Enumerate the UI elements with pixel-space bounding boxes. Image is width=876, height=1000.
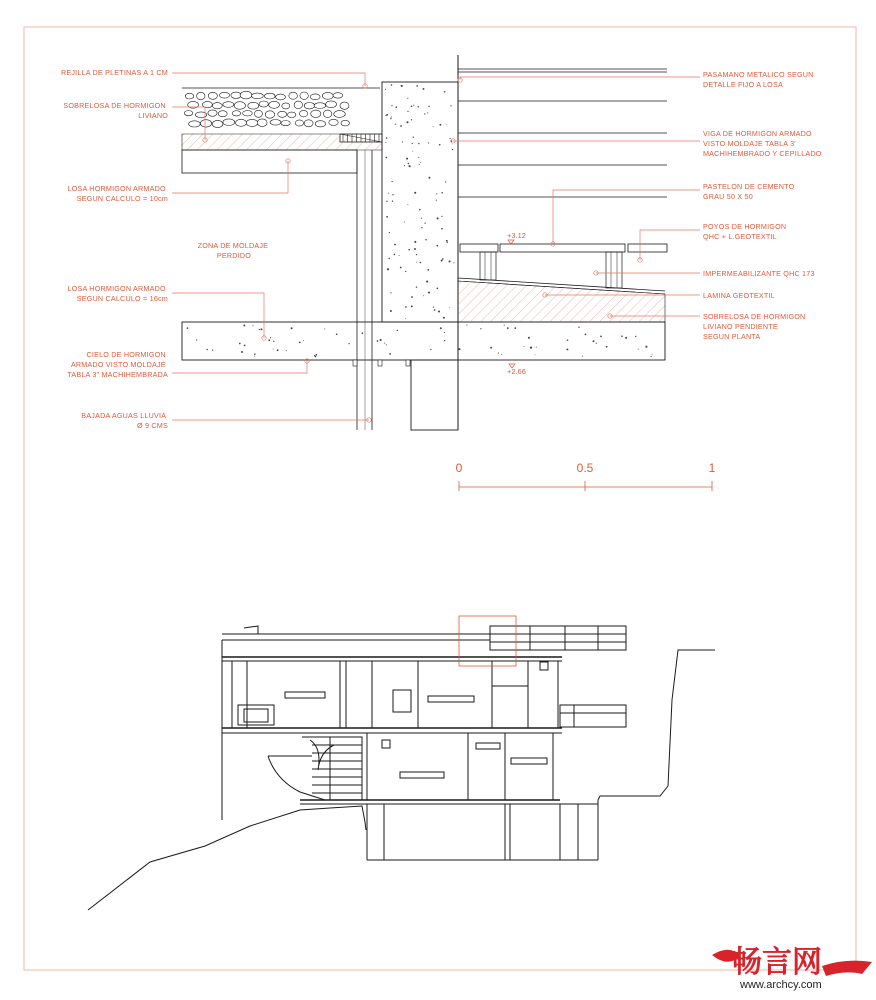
concrete-aggregate	[380, 339, 382, 341]
concrete-aggregate	[501, 354, 502, 355]
concrete-aggregate	[582, 356, 583, 357]
lower-column	[411, 360, 458, 430]
concrete-aggregate	[391, 181, 392, 182]
gravel-stone	[243, 111, 253, 116]
gravel-stone	[220, 92, 230, 98]
concrete-aggregate	[187, 327, 189, 329]
concrete-aggregate	[418, 157, 419, 158]
gravel-stone	[288, 112, 296, 117]
concrete-aggregate	[291, 327, 293, 329]
concrete-aggregate	[348, 343, 349, 344]
concrete-aggregate	[273, 349, 274, 350]
concrete-aggregate	[450, 105, 451, 106]
concrete-aggregate	[428, 142, 429, 143]
label-downpipe: BAJADA AGUAS LLUVIA Ø 9 CMS	[81, 411, 168, 430]
concrete-aggregate	[399, 255, 400, 256]
concrete-aggregate	[252, 325, 253, 326]
watermark-brand: 畅言网	[732, 945, 822, 980]
concrete-aggregate	[421, 218, 422, 219]
concrete-aggregate	[535, 354, 536, 355]
gravel-stone	[265, 111, 274, 118]
concrete-aggregate	[405, 271, 406, 272]
label-sloped-screed: SOBRELOSA DE HORMIGON LIVIANO PENDIENTE SEGUN PLANTA	[703, 312, 806, 341]
concrete-aggregate	[453, 262, 454, 263]
gravel-stone	[341, 120, 349, 126]
gravel-stone	[334, 111, 346, 118]
concrete-aggregate	[389, 354, 390, 355]
concrete-aggregate	[387, 268, 389, 270]
concrete-aggregate	[434, 309, 436, 311]
concrete-aggregate	[621, 335, 623, 337]
scale-tick-half: 0.5	[576, 461, 594, 475]
gravel-stone	[304, 120, 313, 127]
scale-tick-1: 1	[708, 461, 716, 475]
concrete-aggregate	[385, 115, 386, 116]
gravel-stone	[281, 121, 290, 126]
concrete-aggregate	[299, 342, 301, 344]
gravel-stone	[248, 102, 259, 109]
concrete-aggregate	[277, 349, 279, 351]
concrete-aggregate	[427, 112, 428, 113]
hill-right	[598, 650, 715, 800]
concrete-aggregate	[444, 340, 445, 341]
concrete-aggregate	[408, 249, 410, 251]
label-handrail: PASAMANO METALICO SEGUN DETALLE FIJO A LOSA	[703, 70, 814, 89]
concrete-aggregate	[416, 286, 417, 287]
concrete-aggregate	[428, 106, 429, 107]
label-light-screed: SOBRELOSA DE HORMIGON LIVIANO	[63, 101, 168, 120]
gravel-stone	[252, 93, 264, 99]
concrete-aggregate	[566, 348, 568, 350]
concrete-aggregate	[446, 124, 447, 125]
label-ceiling: CIELO DE HORMIGON ARMADO VISTO MOLDAJE TABLA 3" MACHIHEMBRADA	[67, 350, 168, 379]
concrete-aggregate	[504, 325, 505, 326]
concrete-aggregate	[270, 337, 271, 338]
concrete-aggregate	[419, 164, 420, 165]
gravel-stone	[276, 94, 286, 100]
concrete-aggregate	[239, 343, 241, 345]
concrete-aggregate	[390, 292, 391, 293]
concrete-aggregate	[416, 254, 417, 255]
concrete-aggregate	[444, 332, 445, 333]
concrete-aggregate	[428, 291, 430, 293]
cement-paving-slabs	[460, 244, 667, 252]
concrete-aggregate	[625, 337, 627, 339]
concrete-aggregate	[436, 245, 438, 247]
concrete-aggregate	[414, 248, 416, 250]
concrete-aggregate	[407, 111, 408, 112]
gravel-stone	[270, 120, 281, 126]
brand-flag-icon	[822, 961, 872, 976]
concrete-aggregate	[254, 356, 255, 357]
label-beam: VIGA DE HORMIGON ARMADO VISTO MOLDAJE TABLA 3' MACHIHEMBRADO Y CEPILLADO	[703, 129, 822, 158]
label-pedestals: POYOS DE HORMIGON QHC + L.GEOTEXTIL	[703, 222, 787, 241]
concrete-aggregate	[391, 116, 392, 117]
concrete-aggregate	[386, 216, 388, 218]
gravel-stone	[218, 111, 227, 117]
concrete-aggregate	[536, 347, 537, 348]
concrete-aggregate	[447, 242, 448, 243]
concrete-aggregate	[419, 209, 421, 211]
gravel-stone	[300, 92, 308, 99]
concrete-aggregate	[392, 194, 393, 195]
gravel-stone	[223, 119, 235, 126]
concrete-aggregate	[446, 240, 448, 242]
concrete-aggregate	[212, 350, 213, 351]
concrete-aggregate	[392, 201, 393, 202]
concrete-aggregate	[416, 85, 418, 87]
concrete-aggregate	[480, 328, 481, 329]
concrete-aggregate	[420, 162, 421, 163]
concrete-aggregate	[606, 346, 608, 348]
concrete-aggregate	[507, 327, 509, 329]
concrete-beam	[382, 82, 458, 322]
level-label-lower: +2.66	[507, 367, 526, 376]
concrete-aggregate	[402, 141, 403, 142]
concrete-aggregate	[404, 222, 405, 223]
concrete-aggregate	[414, 241, 416, 243]
concrete-aggregate	[411, 296, 413, 298]
concrete-aggregate	[466, 325, 467, 326]
gravel-stone	[257, 119, 267, 127]
light-concrete-screed	[182, 134, 382, 150]
concrete-aggregate	[395, 106, 397, 108]
concrete-aggregate	[421, 227, 422, 228]
concrete-aggregate	[433, 306, 434, 307]
concrete-aggregate	[400, 125, 402, 127]
concrete-aggregate	[316, 354, 318, 356]
concrete-aggregate	[315, 356, 316, 357]
label-waterproofing: IMPERMEABILIZANTE QHC 173	[703, 269, 815, 278]
gravel-stone	[326, 101, 337, 108]
watermark-logo	[712, 945, 872, 991]
concrete-aggregate	[394, 254, 396, 256]
gravel-stone	[333, 93, 343, 98]
sheet-border	[24, 27, 856, 970]
concrete-aggregate	[436, 287, 438, 289]
concrete-aggregate	[409, 165, 411, 167]
concrete-aggregate	[411, 305, 413, 307]
concrete-aggregate	[406, 158, 408, 160]
concrete-aggregate	[424, 222, 425, 223]
gravel-stone	[265, 93, 276, 99]
concrete-aggregate	[414, 192, 416, 194]
building-section	[88, 626, 715, 910]
concrete-aggregate	[441, 192, 443, 194]
concrete-aggregate	[428, 177, 430, 179]
concrete-aggregate	[645, 346, 647, 348]
concrete-aggregate	[241, 351, 243, 353]
concrete-aggregate	[442, 258, 444, 260]
concrete-aggregate	[408, 163, 410, 165]
gravel-stone	[240, 91, 252, 99]
gravel-stone	[223, 102, 234, 108]
gravel-stone	[197, 92, 205, 99]
concrete-aggregate	[416, 262, 417, 263]
concrete-aggregate	[395, 124, 396, 125]
concrete-aggregate	[413, 137, 414, 138]
gravel-stone	[300, 110, 308, 117]
label-geotextile: LAMINA GEOTEXTIL	[703, 291, 775, 300]
concrete-aggregate	[391, 105, 392, 106]
concrete-aggregate	[324, 329, 325, 330]
concrete-aggregate	[273, 341, 274, 342]
concrete-aggregate	[268, 339, 270, 341]
gravel-stone	[315, 121, 325, 127]
concrete-aggregate	[405, 318, 406, 319]
concrete-aggregate	[397, 330, 398, 331]
level-marker-lower	[507, 364, 526, 376]
concrete-aggregate	[436, 193, 437, 194]
concrete-aggregate	[490, 347, 492, 349]
concrete-aggregate	[286, 350, 287, 351]
concrete-aggregate	[388, 193, 389, 194]
label-grating: REJILLA DE PLETINAS A 1 CM	[60, 68, 168, 77]
gravel-stone	[278, 111, 287, 117]
label-slab-16cm: LOSA HORMIGON ARMADO SEGUN CALCULO = 16cm	[67, 284, 168, 303]
gravel-stone	[232, 111, 241, 116]
concrete-aggregate	[390, 310, 392, 312]
concrete-aggregate	[651, 356, 652, 357]
concrete-aggregate	[386, 344, 387, 345]
concrete-aggregate	[424, 113, 425, 114]
concrete-aggregate	[423, 88, 425, 90]
concrete-aggregate	[423, 295, 424, 296]
gravel-stone	[311, 110, 321, 117]
concrete-aggregate	[400, 267, 402, 269]
gravel-stone	[234, 102, 245, 110]
concrete-aggregate	[385, 142, 386, 143]
concrete-aggregate	[528, 337, 530, 339]
level-label-upper: +3.12	[507, 231, 526, 240]
concrete-aggregate	[438, 310, 440, 312]
gravel-stone	[200, 120, 211, 127]
label-slab-10cm: LOSA HORMIGON ARMADO SEGUN CALCULO = 10cm	[67, 184, 168, 203]
concrete-aggregate	[530, 347, 532, 349]
concrete-aggregate	[600, 336, 602, 338]
gravel-stone	[282, 103, 290, 109]
concrete-aggregate	[596, 343, 597, 344]
gravel-layer	[184, 91, 349, 127]
concrete-aggregate	[391, 84, 392, 85]
concrete-aggregate	[406, 121, 408, 123]
concrete-aggregate	[388, 258, 389, 259]
concrete-aggregate	[362, 332, 364, 334]
concrete-aggregate	[420, 262, 422, 264]
concrete-aggregate	[638, 349, 639, 350]
concrete-aggregate	[458, 348, 460, 350]
concrete-aggregate	[514, 327, 516, 329]
concrete-aggregate	[412, 143, 413, 144]
gravel-stone	[304, 103, 314, 109]
gravel-stone	[208, 92, 217, 99]
concrete-aggregate	[244, 345, 246, 347]
gravel-stone	[329, 119, 338, 125]
concrete-aggregate	[449, 260, 451, 262]
concrete-aggregate	[578, 327, 579, 328]
concrete-aggregate	[385, 157, 387, 159]
concrete-aggregate	[413, 105, 414, 106]
watermark-url: www.archcy.com	[740, 979, 822, 991]
concrete-aggregate	[196, 339, 197, 340]
concrete-aggregate	[407, 204, 408, 205]
metal-handrail	[458, 69, 667, 197]
concrete-aggregate	[441, 260, 443, 262]
concrete-aggregate	[389, 232, 390, 233]
concrete-aggregate	[425, 239, 426, 240]
concrete-aggregate	[444, 91, 446, 93]
concrete-aggregate	[449, 138, 450, 139]
concrete-aggregate	[498, 352, 499, 353]
concrete-aggregate	[433, 126, 434, 127]
concrete-aggregate	[652, 354, 653, 355]
concrete-aggregate	[243, 325, 245, 327]
concrete-aggregate	[407, 98, 408, 99]
gravel-stone	[310, 94, 320, 100]
gravel-stone	[269, 101, 280, 108]
concrete-aggregate	[449, 307, 450, 308]
concrete-aggregate	[445, 181, 446, 182]
label-paving: PASTELON DE CEMENTO GRAU 50 X 50	[703, 182, 795, 201]
concrete-aggregate	[401, 85, 403, 87]
concrete-aggregate	[441, 228, 443, 230]
concrete-aggregate	[440, 327, 442, 329]
concrete-aggregate	[377, 340, 379, 342]
concrete-aggregate	[386, 137, 388, 139]
gravel-stone	[185, 93, 193, 99]
concrete-aggregate	[405, 306, 407, 308]
concrete-aggregate	[567, 339, 569, 341]
concrete-aggregate	[390, 118, 391, 119]
concrete-aggregate	[418, 143, 419, 144]
concrete-aggregate	[635, 336, 636, 337]
concrete-aggregate	[384, 343, 385, 344]
label-lost-formwork: ZONA DE MOLDAJE PERDIDO	[197, 241, 269, 260]
concrete-aggregate	[452, 149, 453, 150]
concrete-aggregate	[303, 340, 304, 341]
concrete-pedestals	[480, 252, 622, 288]
concrete-aggregate	[206, 349, 208, 351]
concrete-aggregate	[443, 317, 445, 319]
concrete-aggregate	[336, 333, 338, 335]
concrete-aggregate	[439, 124, 441, 126]
concrete-aggregate	[585, 334, 587, 336]
concrete-aggregate	[523, 346, 524, 347]
concrete-aggregate	[437, 217, 439, 219]
concrete-aggregate	[417, 106, 419, 108]
concrete-aggregate	[259, 329, 260, 330]
gravel-stone	[289, 92, 298, 99]
gravel-stone	[259, 101, 268, 107]
gravel-stone	[340, 102, 349, 109]
concrete-aggregate	[411, 119, 412, 120]
scale-tick-0: 0	[455, 461, 463, 475]
concrete-aggregate	[436, 200, 437, 201]
gravel-stone	[254, 110, 262, 117]
concrete-aggregate	[441, 216, 442, 217]
gravel-stone	[295, 120, 303, 126]
concrete-aggregate	[394, 244, 396, 246]
concrete-aggregate	[412, 151, 413, 152]
formwork-notches	[353, 360, 410, 366]
construction-detail	[61, 55, 822, 430]
concrete-aggregate	[385, 89, 386, 90]
gravel-stone	[246, 119, 258, 126]
gravel-stone	[231, 92, 241, 98]
concrete-aggregate	[260, 328, 262, 330]
slab-10cm	[182, 150, 357, 173]
concrete-aggregate	[386, 201, 387, 202]
concrete-aggregate	[430, 349, 431, 350]
gravel-stone	[212, 103, 222, 109]
concrete-aggregate	[426, 281, 428, 283]
gravel-stone	[208, 110, 217, 116]
concrete-aggregate	[593, 340, 595, 342]
gravel-stone	[323, 110, 331, 117]
gravel-stone	[189, 121, 201, 127]
concrete-aggregate	[439, 144, 441, 146]
concrete-aggregate	[411, 105, 413, 107]
gravel-stone	[314, 103, 326, 109]
gravel-stone	[294, 101, 302, 109]
gravel-stone	[236, 119, 247, 126]
detail-callout-box	[459, 616, 516, 666]
terrain-line	[88, 806, 366, 910]
level-marker-upper	[507, 231, 526, 244]
gravel-stone	[212, 120, 223, 127]
concrete-aggregate	[254, 353, 256, 355]
gravel-stone	[184, 111, 192, 116]
concrete-aggregate	[404, 165, 405, 166]
concrete-aggregate	[427, 269, 429, 271]
scale-bar	[456, 461, 716, 491]
gravel-stone	[322, 92, 333, 99]
